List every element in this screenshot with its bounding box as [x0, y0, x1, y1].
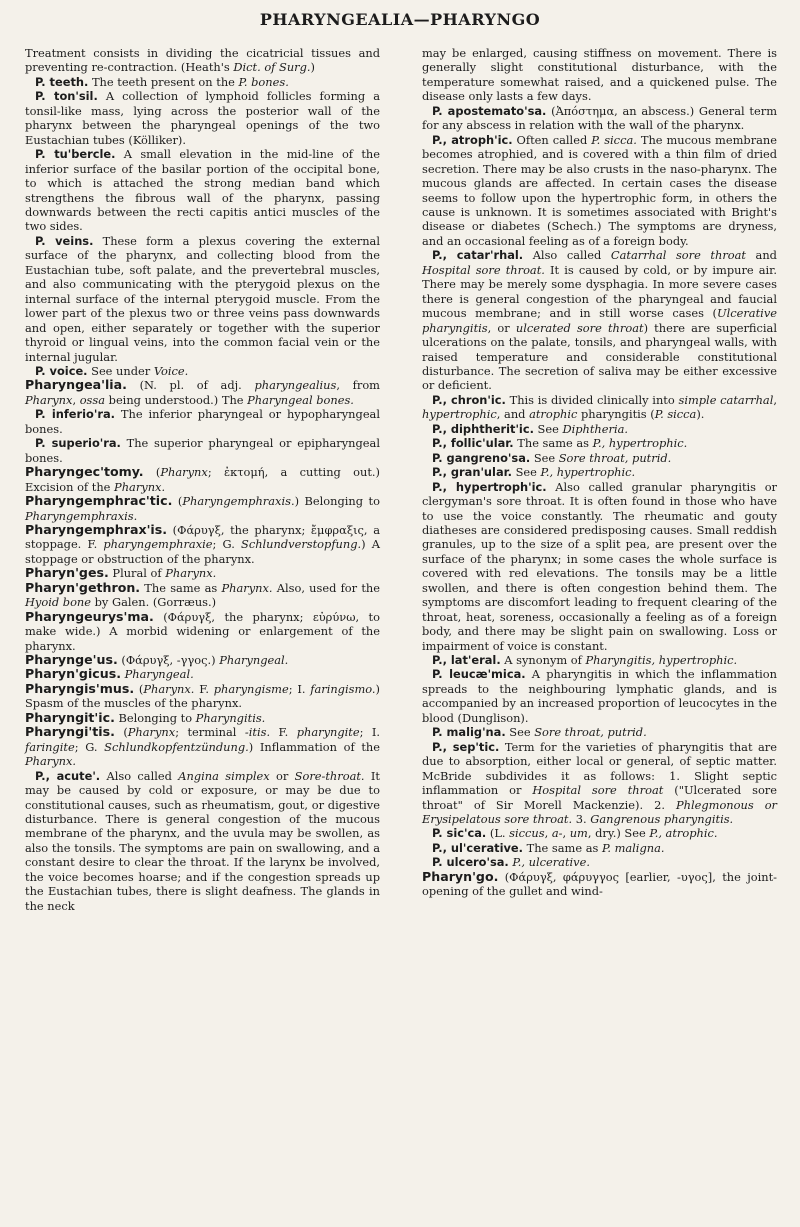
dictionary-entry: [422, 46, 777, 104]
entry-headword: P. teeth.: [35, 74, 89, 89]
entry-definition: The same as Pharynx. Also, used for the Hyoid bone by Galen. (Gorræus.): [25, 580, 380, 610]
entry-definition: (L. siccus, a-, um, dry.) See P., atrophic.: [486, 826, 718, 841]
entry-headword: Pharyngis'mus.: [25, 680, 135, 696]
entry-definition: (N. pl. of adj. pharyngealius, from Pharynx, ossa being understood.) The Pharyngeal bones.: [25, 378, 380, 407]
entry-headword: P. malig'na.: [432, 725, 506, 740]
entry-headword: Pharyngit'ic.: [25, 709, 115, 725]
entry-headword: P., hypertroph'ic.: [432, 479, 547, 494]
entry-definition: (Pharynx; ἐκτομή, a cutting out.) Excision of the Pharynx.: [25, 465, 380, 494]
dictionary-entry: [422, 133, 777, 249]
entry-definition: The same as P. maligna.: [522, 840, 665, 855]
entry-headword: P., follic'ular.: [432, 436, 514, 451]
entry-definition: (Φάρυγξ, -γγος.) Pharyngeal.: [117, 653, 289, 668]
dictionary-entry: [25, 725, 380, 768]
entry-headword: P. voice.: [35, 363, 88, 378]
dictionary-entry: [422, 104, 777, 133]
entry-headword: Pharynge'us.: [25, 652, 118, 668]
dictionary-entry: [422, 465, 777, 479]
entry-definition: Treatment consists in dividing the cicatricial tissues and preventing re-contraction. (Heath's Dict. of Surg.): [25, 46, 380, 75]
entry-headword: P. ton'sil.: [35, 89, 98, 104]
entry-definition: (Pharynx. F. pharyngisme; I. faringismo.) Spasm of the muscles of the pharynx.: [25, 681, 380, 711]
dictionary-entry: [422, 740, 777, 827]
dictionary-entry: [25, 653, 380, 667]
dictionary-entry: [422, 436, 777, 450]
entry-headword: P., sep'tic.: [432, 739, 500, 754]
entry-headword: P., gran'ular.: [432, 465, 512, 480]
dictionary-entry: [25, 89, 380, 147]
entry-headword: Pharyngemphrac'tic.: [25, 493, 173, 509]
dictionary-entry: [422, 480, 777, 653]
entry-headword: Pharyn'gethron.: [25, 579, 141, 595]
entry-headword: P. superio'ra.: [35, 436, 121, 451]
entry-headword: P., acute'.: [35, 768, 101, 783]
entry-headword: P., diphtherit'ic.: [432, 421, 534, 436]
entry-headword: Pharyn'gicus.: [25, 666, 121, 682]
entry-headword: P., catar'rhal.: [432, 248, 524, 263]
entry-definition: (Φάρυγξ, the pharynx; εὐρύνω, to make wide.) A morbid widening or enlargement of the pharynx.: [25, 609, 380, 653]
entry-definition: The teeth present on the P. bones.: [88, 74, 289, 89]
dictionary-entry: [25, 465, 380, 494]
dictionary-entry: [422, 855, 777, 869]
dictionary-entry: [422, 248, 777, 393]
dictionary-entry: [25, 407, 380, 436]
entry-definition: A pharyngitis in which the inflammation spreads to the neighbouring lymphatic glands, and is accompanied by an increased proportion of leucocytes in the blood (Dunglison).: [422, 667, 777, 725]
entry-definition: See P., hypertrophic.: [511, 465, 636, 480]
entry-headword: P. veins.: [35, 233, 94, 248]
entry-headword: P. ulcero'sa.: [432, 855, 509, 870]
entry-definition: (Φάρυγξ, the pharynx; ἔμφραξις, a stoppage. F. pharyngemphraxie; G. Schlundverstopfung.) A stoppage or obstruction of the pharynx.: [25, 522, 380, 566]
entry-definition: The superior pharyngeal or epipharyngeal bones.: [25, 436, 380, 465]
dictionary-entry: [25, 581, 380, 610]
entry-definition: See Diphtheria.: [533, 421, 629, 436]
entry-headword: P. tu'bercle.: [35, 147, 116, 162]
entry-definition: Also called granular pharyngitis or clergyman's sore throat. It is often found in those who have to use the voice constantly. The rheumatic and gouty diatheses are considered predisposing causes. Small reddish granules, up to the size of a split pea, are present over the surface of the pharynx; in some cases the whole surface is covered with red elevations. The tonsils may be a little swollen, and there is often congestion behind them. The symptoms are discomfort leading to frequent clearing of the throat, heat, soreness, occasionally a feeling as of a foreign body, and there may be slight pain on swallowing. Loss or impairment of voice is constant.: [422, 479, 777, 653]
entry-definition: See under Voice.: [87, 363, 189, 378]
entry-headword: P., atroph'ic.: [432, 132, 513, 147]
entry-definition: P., ulcerative.: [512, 855, 590, 870]
entry-definition: may be enlarged, causing stiffness on movement. There is generally slight constitutional disturbance, with the temperature somewhat raised, and a quickened pulse. The disease only lasts a few days.: [422, 46, 777, 104]
dictionary-entry: [25, 436, 380, 465]
entry-definition: (Pharyngemphraxis.) Belonging to Pharyngemphraxis.: [25, 494, 380, 523]
entry-headword: P. gangreno'sa.: [432, 450, 531, 465]
entry-headword: Pharyngea'lia.: [25, 377, 127, 393]
entry-definition: Pharyngeal.: [124, 667, 194, 682]
entry-headword: P. leucæ'mica.: [432, 667, 526, 682]
dictionary-entry: [25, 75, 380, 89]
entry-definition: The inferior pharyngeal or hypopharyngeal bones.: [25, 407, 380, 436]
dictionary-entry: [25, 667, 380, 681]
entry-definition: Belonging to Pharyngitis.: [114, 710, 266, 725]
entry-headword: Pharyn'go.: [422, 868, 499, 884]
entry-definition: A small elevation in the mid-line of the inferior surface of the basilar portion of the occipital bone, to which is attached the strong median band which strengthens the fibrous wall of the pharynx, passing downwards between the recti capitis antici muscles of the two sides.: [25, 147, 380, 234]
dictionary-entry: [422, 451, 777, 465]
entry-definition: Also called Catarrhal sore throat and Hospital sore throat. It is caused by cold, or by impure air. There may be merely some dysphagia. In more severe cases there is general congestion of the pharyngeal and faucial mucous membrane; and in still worse cases (Ulcerative pharyngitis, or ulcerated sore throat) there are superficial ulcerations on the palate, tonsils, and pharyngeal walls, with raised temperature and considerable constitutional disturbance. The secretion of saliva may be either excessive or deficient.: [422, 248, 777, 393]
entry-definition: See Sore throat, putrid.: [505, 725, 647, 740]
dictionary-entry: [25, 494, 380, 523]
entry-headword: P., lat'eral.: [432, 653, 501, 668]
dictionary-entry: [422, 870, 777, 899]
entry-definition: (Pharynx; terminal -itis. F. pharyngite; I. faringite; G. Schlundkopfentzündung.) Inflammation of the Pharynx.: [25, 725, 380, 769]
entry-headword: Pharyngec'tomy.: [25, 464, 144, 480]
entry-headword: P. sic'ca.: [432, 826, 487, 841]
dictionary-entry: [25, 610, 380, 653]
left-column: [25, 46, 380, 913]
entry-definition: Plural of Pharynx.: [108, 566, 217, 581]
entry-definition: A collection of lymphoid follicles forming a tonsil-like mass, lying across the posterior wall of the pharynx between the pharyngeal openings of the two Eustachian tubes (Kölliker).: [25, 89, 380, 147]
dictionary-entry: [422, 826, 777, 840]
entry-definition: See Sore throat, putrid.: [530, 450, 672, 465]
dictionary-entry: [25, 147, 380, 234]
dictionary-entry: [25, 378, 380, 407]
dictionary-entry: [422, 393, 777, 422]
entry-definition: (Ἀπόστημα, an abscess.) General term for any abscess in relation with the wall of the pharynx.: [422, 103, 777, 133]
dictionary-entry: [422, 841, 777, 855]
entry-definition: These form a plexus covering the external surface of the pharynx, and collecting blood from the Eustachian tube, soft palate, and the prevertebral muscles, and also communicating with the pterygoid plexus on the internal surface of the internal pterygoid muscle. From the lower part of the plexus two or three veins pass downwards and open, either separately or together with the superior thyroid or lingual veins, into the common facial vein or the internal jugular.: [25, 233, 380, 364]
dictionary-entry: [25, 364, 380, 378]
dictionary-entry: [422, 653, 777, 667]
dictionary-entry: [25, 234, 380, 364]
dictionary-entry: [25, 46, 380, 75]
entry-definition: A synonym of Pharyngitis, hypertrophic.: [500, 653, 738, 668]
entry-definition: Term for the varieties of pharyngitis that are due to absorption, either local or general, of septic matter. McBride subdivides it as follows: 1. Slight septic inflammation or Hospital sore throat ("Ulcerated sore throat" of Sir Morell Mackenzie). 2. Phlegmonous or Erysipelatous sore throat. 3. Gangrenous pharyngitis.: [422, 739, 777, 827]
dictionary-entry: [25, 711, 380, 725]
entry-headword: Pharyngeurys'ma.: [25, 608, 154, 624]
entry-definition: Also called Angina simplex or Sore-throat. It may be caused by cold or exposure, or may be due to constitutional causes, such as rheumatism, gout, or digestive disturbance. There is general congestion of the mucous membrane of the pharynx, and the uvula may be swollen, as also the tonsils. The symptoms are pain on swallowing, and a constant desire to clear the throat. If the larynx be involved, the voice becomes hoarse; and if the congestion spreads up the Eustachian tubes, there is slight deafness. The glands in the neck: [25, 768, 380, 913]
dictionary-entry: [25, 682, 380, 711]
entry-headword: P., chron'ic.: [432, 392, 506, 407]
entry-definition: The same as P., hypertrophic.: [513, 436, 688, 451]
dictionary-entry: [422, 422, 777, 436]
dictionary-entry: [422, 725, 777, 739]
running-head: PHARYNGEALIA—PHARYNGO: [259, 10, 541, 29]
entry-headword: Pharyn'ges.: [25, 565, 109, 581]
entry-definition: (Φάρυγξ, φάρυγγος [earlier, -υγος], the joint-opening of the gullet and wind-: [422, 869, 777, 899]
dictionary-entry: [25, 523, 380, 566]
entry-definition: This is divided clinically into simple catarrhal, hypertrophic, and atrophic pharyngitis (P. sicca).: [422, 392, 777, 422]
entry-headword: Pharyngi'tis.: [25, 724, 115, 740]
entry-headword: P. apostemato'sa.: [432, 103, 547, 118]
dictionary-entry: [25, 566, 380, 580]
entry-headword: P., ul'cerative.: [432, 840, 523, 855]
dictionary-entry: [25, 769, 380, 914]
dictionary-entry: [422, 667, 777, 725]
entry-headword: Pharyngemphrax'is.: [25, 521, 168, 537]
entry-definition: Often called P. sicca. The mucous membrane becomes atrophied, and is covered with a thin film of dried secretion. There may be also crusts in the naso-pharynx. The mucous glands are affected. In certain cases the disease seems to follow upon the hypertrophic form, in others the cause is unknown. It is sometimes associated with Bright's disease or diabetes (Schech.) The symptoms are dryness, and an occasional feeling as of a foreign body.: [422, 132, 778, 248]
entry-headword: P. inferio'ra.: [35, 407, 115, 422]
right-column: [422, 46, 777, 899]
